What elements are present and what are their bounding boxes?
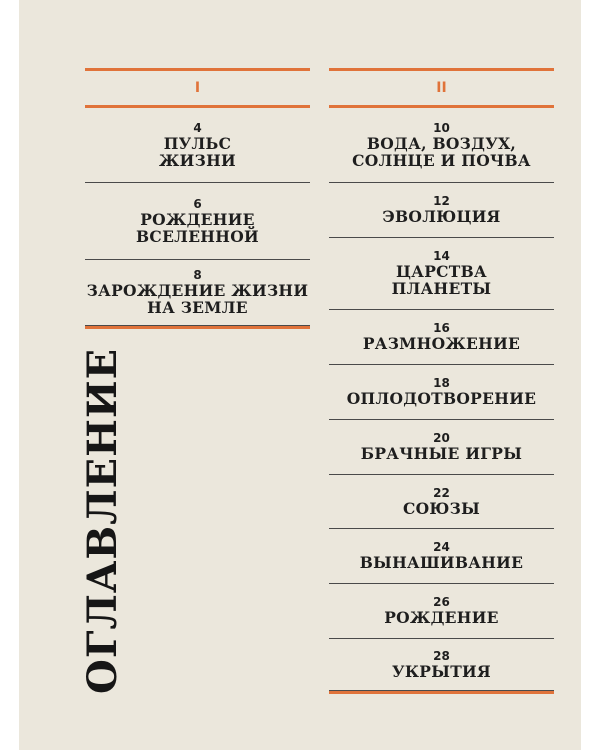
toc-entry-page: 26	[433, 595, 450, 609]
toc-entry-title: ЦАРСТВА ПЛАНЕТЫ	[391, 262, 492, 298]
part-1-column	[85, 68, 310, 329]
toc-entry-page: 20	[433, 431, 450, 445]
toc-heading: ОГЛАВЛЕНИЕ	[79, 347, 126, 694]
toc-entry-title: РАЗМНОЖЕНИЕ	[362, 334, 521, 353]
toc-entry-title: ЭВОЛЮЦИЯ	[382, 207, 501, 226]
toc-entry-page: 28	[433, 648, 450, 663]
toc-entry-universe[interactable]	[85, 183, 310, 260]
toc-entry-page: 24	[433, 540, 450, 554]
toc-entry-page: 16	[433, 321, 450, 335]
toc-entry-page: 8	[193, 268, 202, 282]
toc-entry-title: ОПЛОДОТВОРЕНИЕ	[346, 389, 537, 408]
toc-entry-page: 12	[433, 194, 450, 208]
toc-entry-page: 4	[193, 120, 202, 135]
part-1-bottom-rule	[85, 326, 310, 329]
toc-entry-page: 22	[433, 485, 450, 500]
toc-entry-title: ВЫНАШИВАНИЕ	[359, 553, 524, 572]
toc-entry-evolution[interactable]	[329, 183, 554, 238]
toc-entry-title: ПУЛЬС ЖИЗНИ	[159, 133, 236, 170]
toc-entry-title: РОЖДЕНИЕ	[384, 608, 499, 627]
toc-entry-title: УКРЫТИЯ	[392, 661, 491, 681]
toc-entry-title: БРАЧНЫЕ ИГРЫ	[360, 444, 523, 463]
part-1-numeral: I	[194, 80, 201, 96]
toc-entry-reproduction[interactable]	[329, 310, 554, 365]
toc-entry-page: 6	[193, 196, 202, 211]
toc-entry-water-air[interactable]	[329, 108, 554, 183]
part-2-bottom-rule	[329, 691, 554, 694]
toc-entry-page: 14	[433, 249, 450, 263]
toc-page	[19, 0, 581, 750]
toc-entry-page: 18	[433, 376, 450, 390]
toc-entry-pulse[interactable]	[85, 108, 310, 183]
toc-entry-shelters[interactable]	[329, 639, 554, 691]
toc-entry-mating-games[interactable]	[329, 420, 554, 475]
toc-entry-kingdoms[interactable]	[329, 238, 554, 310]
toc-entry-gestation[interactable]	[329, 529, 554, 584]
part-2-numeral: II	[436, 80, 447, 96]
toc-entry-title: СОЮЗЫ	[402, 498, 481, 518]
toc-entry-unions[interactable]	[329, 475, 554, 529]
toc-entry-origin-of-life[interactable]	[85, 260, 310, 326]
toc-entry-title: ЗАРОЖДЕНИЕ ЖИЗНИ НА ЗЕМЛЕ	[86, 281, 309, 317]
toc-entry-page: 10	[433, 120, 450, 135]
toc-entry-title: ВОДА, ВОЗДУХ, СОЛНЦЕ И ПОЧВА	[352, 133, 531, 170]
part-2-column	[329, 68, 554, 694]
toc-entry-title: РОЖДЕНИЕ ВСЕЛЕННОЙ	[136, 209, 259, 246]
toc-entry-fertilization[interactable]	[329, 365, 554, 420]
toc-entry-birth[interactable]	[329, 584, 554, 639]
